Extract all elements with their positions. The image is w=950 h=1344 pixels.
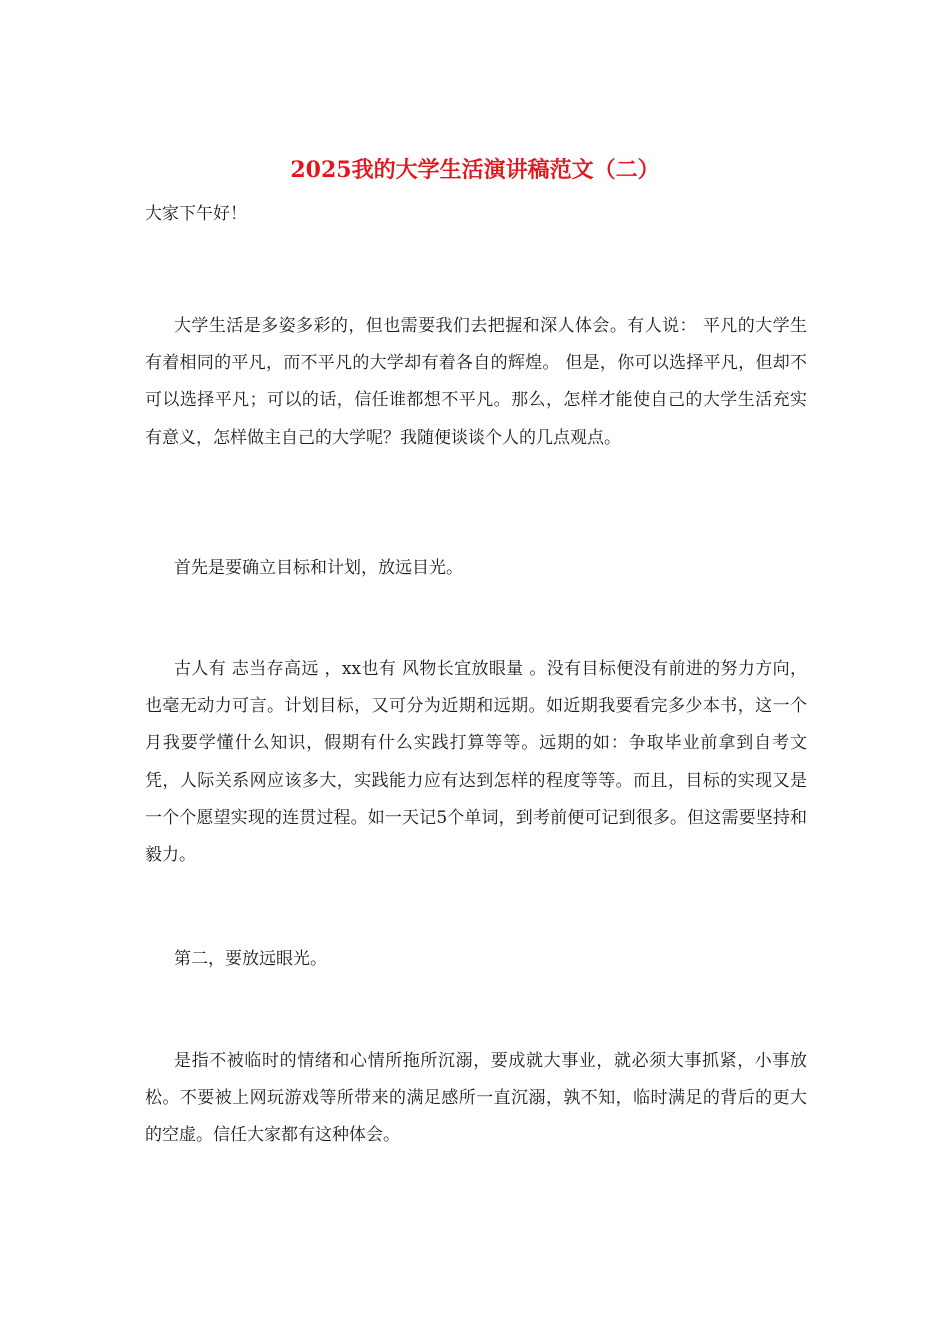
paragraph-point-two-heading: 第二，要放远眼光。 bbox=[174, 949, 327, 969]
greeting-line: 大家下午好！ bbox=[145, 204, 247, 224]
paragraph-point-one-heading: 首先是要确立目标和计划，放远目光。 bbox=[174, 558, 463, 578]
paragraph-vision: 是指不被临时的情绪和心情所拖所沉溺，要成就大事业，就必须大事抓紧，小事放松。不要被上网玩游戏等所带来的满足感所一直沉溺，孰不知，临时满足的背后的更大的空虚。信任大家都有这种体会。 bbox=[145, 1051, 807, 1146]
document-title: 2025我的大学生活演讲稿范文（二） bbox=[290, 157, 660, 183]
paragraph-goals: 古人有 志当存高远 ，xx也有 风物长宜放眼量 。没有目标便没有前进的努力方向，也毫无动力可言。计划目标，又可分为近期和远期。如近期我要看完多少本书，这一个月我要学懂什么知识，假期有什么实践打算等等。远期的如：争取毕业前拿到自考文凭，人际关系网应该多大，实践能力应有达到怎样的程度等等。而且，目标的实现又是一个个愿望实现的连贯过程。如一天记5个单词，到考前便可记到很多。但这需要坚持和毅力。 bbox=[145, 659, 807, 866]
paragraph-intro: 大学生活是多姿多彩的，但也需要我们去把握和深人体会。有人说： 平凡的大学生有着相同的平凡，而不平凡的大学却有着各自的辉煌。 但是，你可以选择平凡，但却不可以选择平凡；可以的话，信任谁都想不平凡。那么，怎样才能使自己的大学生活充实有意义，怎样做主自己的大学呢？我随便谈谈个人的几点观点。 bbox=[145, 316, 807, 448]
